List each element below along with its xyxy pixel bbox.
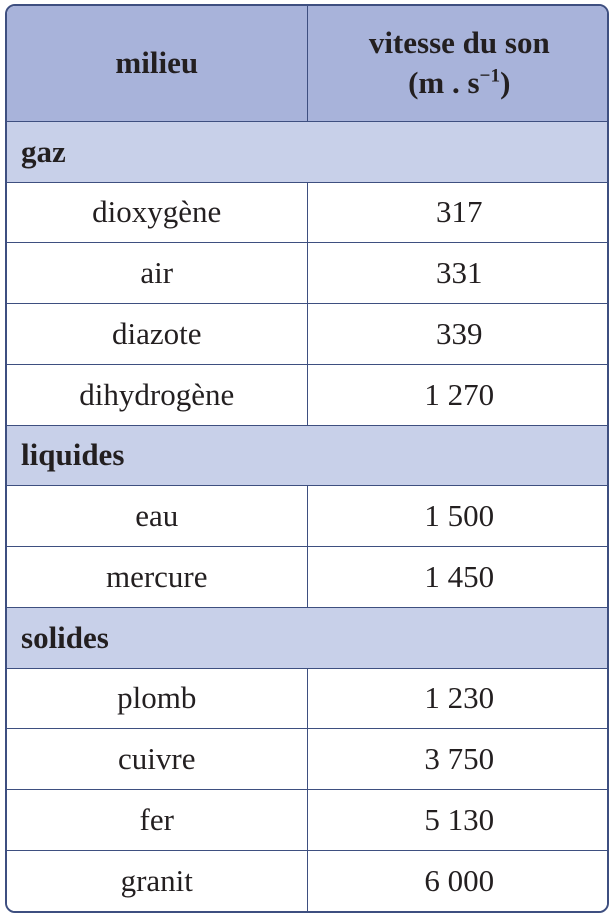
medium-cell: mercure [7, 547, 307, 608]
speed-cell: 1 230 [307, 668, 609, 729]
speed-cell: 6 000 [307, 850, 609, 911]
medium-cell: fer [7, 789, 307, 850]
speed-cell: 331 [307, 243, 609, 304]
header-medium: milieu [7, 6, 307, 121]
medium-cell: diazote [7, 304, 307, 365]
table-row [7, 486, 609, 547]
speed-cell: 3 750 [307, 729, 609, 790]
header-row [7, 6, 609, 121]
section-row-gaz [7, 121, 609, 182]
table-row [7, 668, 609, 729]
table-row [7, 243, 609, 304]
medium-cell: air [7, 243, 307, 304]
sound-speed-table [5, 4, 609, 913]
section-row-solides [7, 607, 609, 668]
medium-cell: dioxygène [7, 182, 307, 243]
table-row [7, 850, 609, 911]
section-row-liquides [7, 425, 609, 486]
speed-cell: 1 270 [307, 364, 609, 425]
section-title: gaz [7, 121, 609, 182]
medium-cell: dihydrogène [7, 364, 307, 425]
unit-close: ) [500, 65, 511, 101]
unit-exponent: −1 [479, 66, 501, 88]
speed-cell: 339 [307, 304, 609, 365]
table-row [7, 182, 609, 243]
speed-cell: 1 450 [307, 547, 609, 608]
speed-cell: 1 500 [307, 486, 609, 547]
speed-cell: 317 [307, 182, 609, 243]
sound-speed-grid [7, 6, 609, 911]
header-speed [307, 6, 609, 121]
table-row [7, 547, 609, 608]
header-speed-label: vitesse du son [368, 25, 550, 61]
medium-cell: eau [7, 486, 307, 547]
table-row [7, 789, 609, 850]
unit-base: (m . s [408, 65, 480, 101]
medium-cell: plomb [7, 668, 307, 729]
section-title: liquides [7, 425, 609, 486]
table-row [7, 729, 609, 790]
header-speed-unit [408, 65, 510, 100]
speed-cell: 5 130 [307, 789, 609, 850]
medium-cell: cuivre [7, 729, 307, 790]
table-row [7, 364, 609, 425]
table-row [7, 304, 609, 365]
section-title: solides [7, 607, 609, 668]
medium-cell: granit [7, 850, 307, 911]
